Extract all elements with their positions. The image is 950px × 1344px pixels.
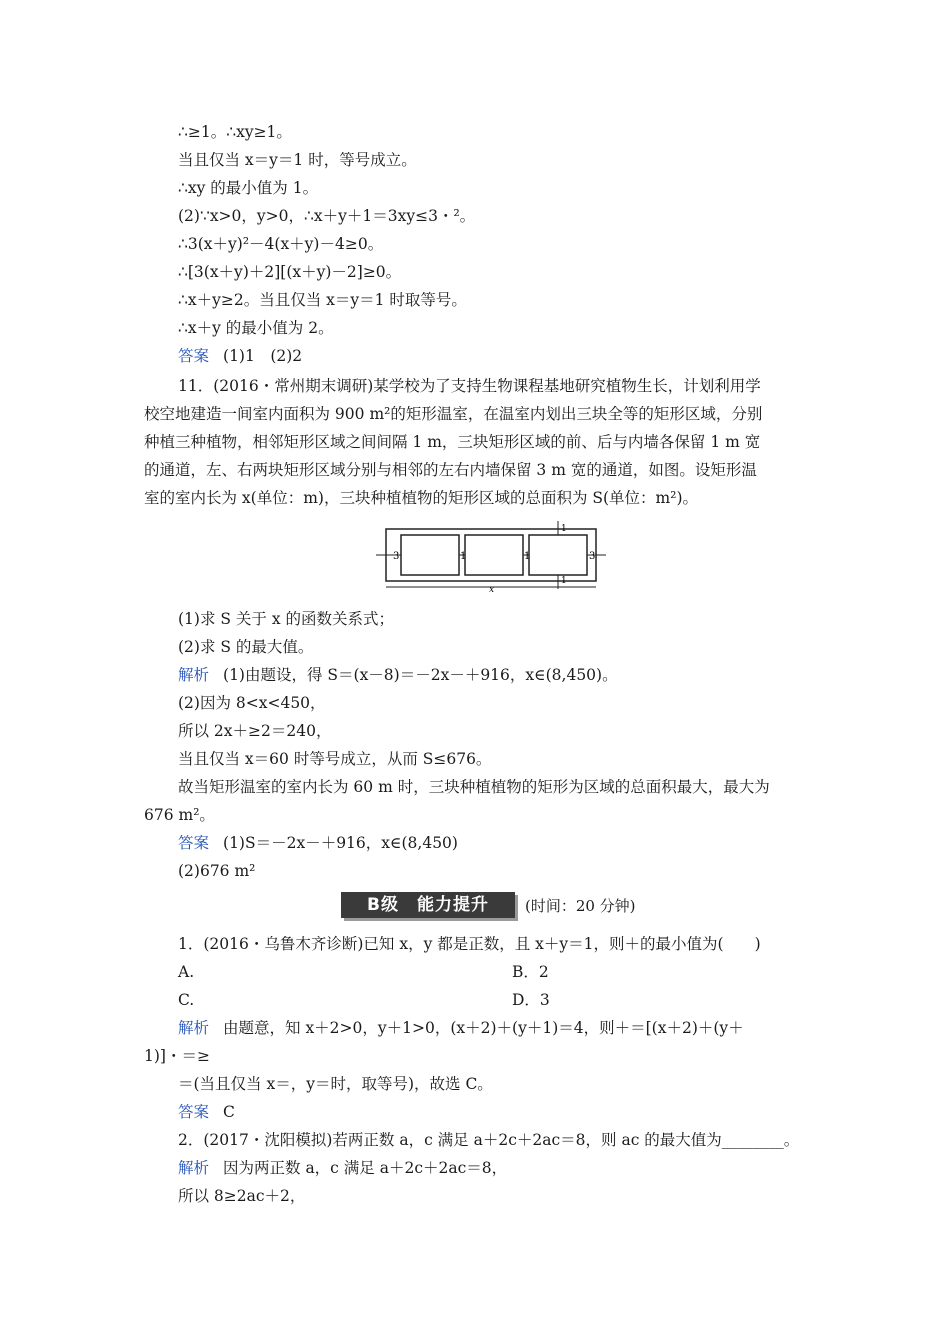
question-11-line: 的通道，左、右两块矩形区域分别与相邻的左右内墙保留 3 m 宽的通道，如图。设矩形温: [144, 461, 757, 479]
solution-line: ＝(当且仅当 x＝，y＝时，取等号)，故选 C。: [178, 1075, 493, 1093]
solution-line: 当且仅当 x＝60 时等号成立，从而 S≤676。: [178, 750, 492, 768]
question-part: (2)求 S 的最大值。: [178, 638, 314, 656]
answer-line: [178, 345, 302, 367]
question-part: (1)求 S 关于 x 的函数关系式；: [178, 610, 395, 628]
solution-line: (2)因为 8<x<450，: [178, 694, 326, 712]
solution-text: (1)由题设，得 S＝(x－8)＝－2x－＋916，x∈(8,450)。: [223, 666, 618, 684]
option-c: C.: [178, 991, 195, 1009]
answer-tag: 答案: [178, 834, 210, 852]
solution-text: 由题意，知 x＋2>0，y＋1>0，(x＋2)＋(y＋1)＝4，则＋＝[(x＋2)＋(y＋: [223, 1019, 744, 1037]
question-11-line: 种植三种植物，相邻矩形区域之间间隔 1 m，三块矩形区域的前、后与内墙各保留 1 m 宽: [144, 433, 761, 451]
solution-line: 所以 8≥2ac＋2，: [178, 1187, 306, 1205]
answer-line: [178, 1101, 235, 1123]
answer-text: (1)S＝－2x－＋916，x∈(8,450): [223, 834, 458, 852]
option-b: B．2: [512, 963, 549, 981]
solution-tag: 解析: [178, 1159, 210, 1177]
text-line: (2)∵x>0，y>0，∴x＋y＋1＝3xy≤3・²。: [178, 207, 476, 225]
label-3-left: 3: [393, 551, 400, 562]
answer-line: [178, 832, 458, 854]
solution-line: 1)]・＝≥: [144, 1047, 210, 1065]
option-d: D．3: [512, 991, 550, 1009]
banner-label: B级 能力提升: [341, 892, 515, 918]
question-line: 2．(2017・沈阳模拟)若两正数 a，c 满足 a＋2c＋2ac＝8，则 ac 的最大值为________。: [178, 1131, 800, 1149]
label-1-top: 1: [561, 524, 567, 534]
answer-text: (1)1 (2)2: [223, 347, 303, 365]
text-line: ∴xy 的最小值为 1。: [178, 179, 319, 197]
label-3-right: 3: [589, 551, 596, 562]
solution-tag: 解析: [178, 666, 210, 684]
question-11-line: 室的室内长为 x(单位：m)，三块种植植物的矩形区域的总面积为 S(单位：m²)。: [144, 489, 699, 507]
solution-line: 所以 2x＋≥2＝240，: [178, 722, 332, 740]
solution-line: [178, 1017, 744, 1039]
solution-line: 676 m²。: [144, 806, 215, 824]
section-banner: [341, 892, 636, 918]
answer-tag: 答案: [178, 347, 210, 365]
text-line: ∴≥1。∴xy≥1。: [178, 123, 292, 141]
answer-text: C: [223, 1103, 235, 1121]
greenhouse-diagram: [376, 521, 606, 593]
banner-time: (时间：20 分钟): [524, 896, 636, 915]
label-1-a: 1: [460, 551, 467, 562]
answer-line: (2)676 m²: [178, 862, 256, 880]
solution-text: 因为两正数 a，c 满足 a＋2c＋2ac＝8，: [223, 1159, 508, 1177]
text-line: 当且仅当 x＝y＝1 时，等号成立。: [178, 151, 417, 169]
solution-line: [178, 664, 618, 686]
solution-line: [178, 1157, 507, 1179]
answer-tag: 答案: [178, 1103, 210, 1121]
solution-tag: 解析: [178, 1019, 210, 1037]
text-line: ∴x＋y 的最小值为 2。: [178, 319, 334, 337]
text-line: ∴[3(x＋y)＋2][(x＋y)－2]≥0。: [178, 263, 402, 281]
question-line: 1．(2016・乌鲁木齐诊断)已知 x，y 都是正数，且 x＋y＝1，则＋的最小值为( ): [178, 935, 761, 953]
text-line: ∴x＋y≥2。当且仅当 x＝y＝1 时取等号。: [178, 291, 467, 309]
option-a: A.: [178, 963, 195, 981]
label-1-b: 1: [524, 551, 531, 562]
label-1-bottom: 1: [561, 576, 567, 586]
label-x: x: [489, 585, 495, 593]
solution-line: 故当矩形温室的室内长为 60 m 时，三块种植植物的矩形为区域的总面积最大，最大为: [178, 778, 770, 796]
question-11-line: 11．(2016・常州期末调研)某学校为了支持生物课程基地研究植物生长，计划利用学: [178, 377, 761, 395]
question-11-line: 校空地建造一间室内面积为 900 m²的矩形温室，在温室内划出三块全等的矩形区域，分别: [144, 405, 763, 423]
text-line: ∴3(x＋y)²－4(x＋y)－4≥0。: [178, 235, 384, 253]
